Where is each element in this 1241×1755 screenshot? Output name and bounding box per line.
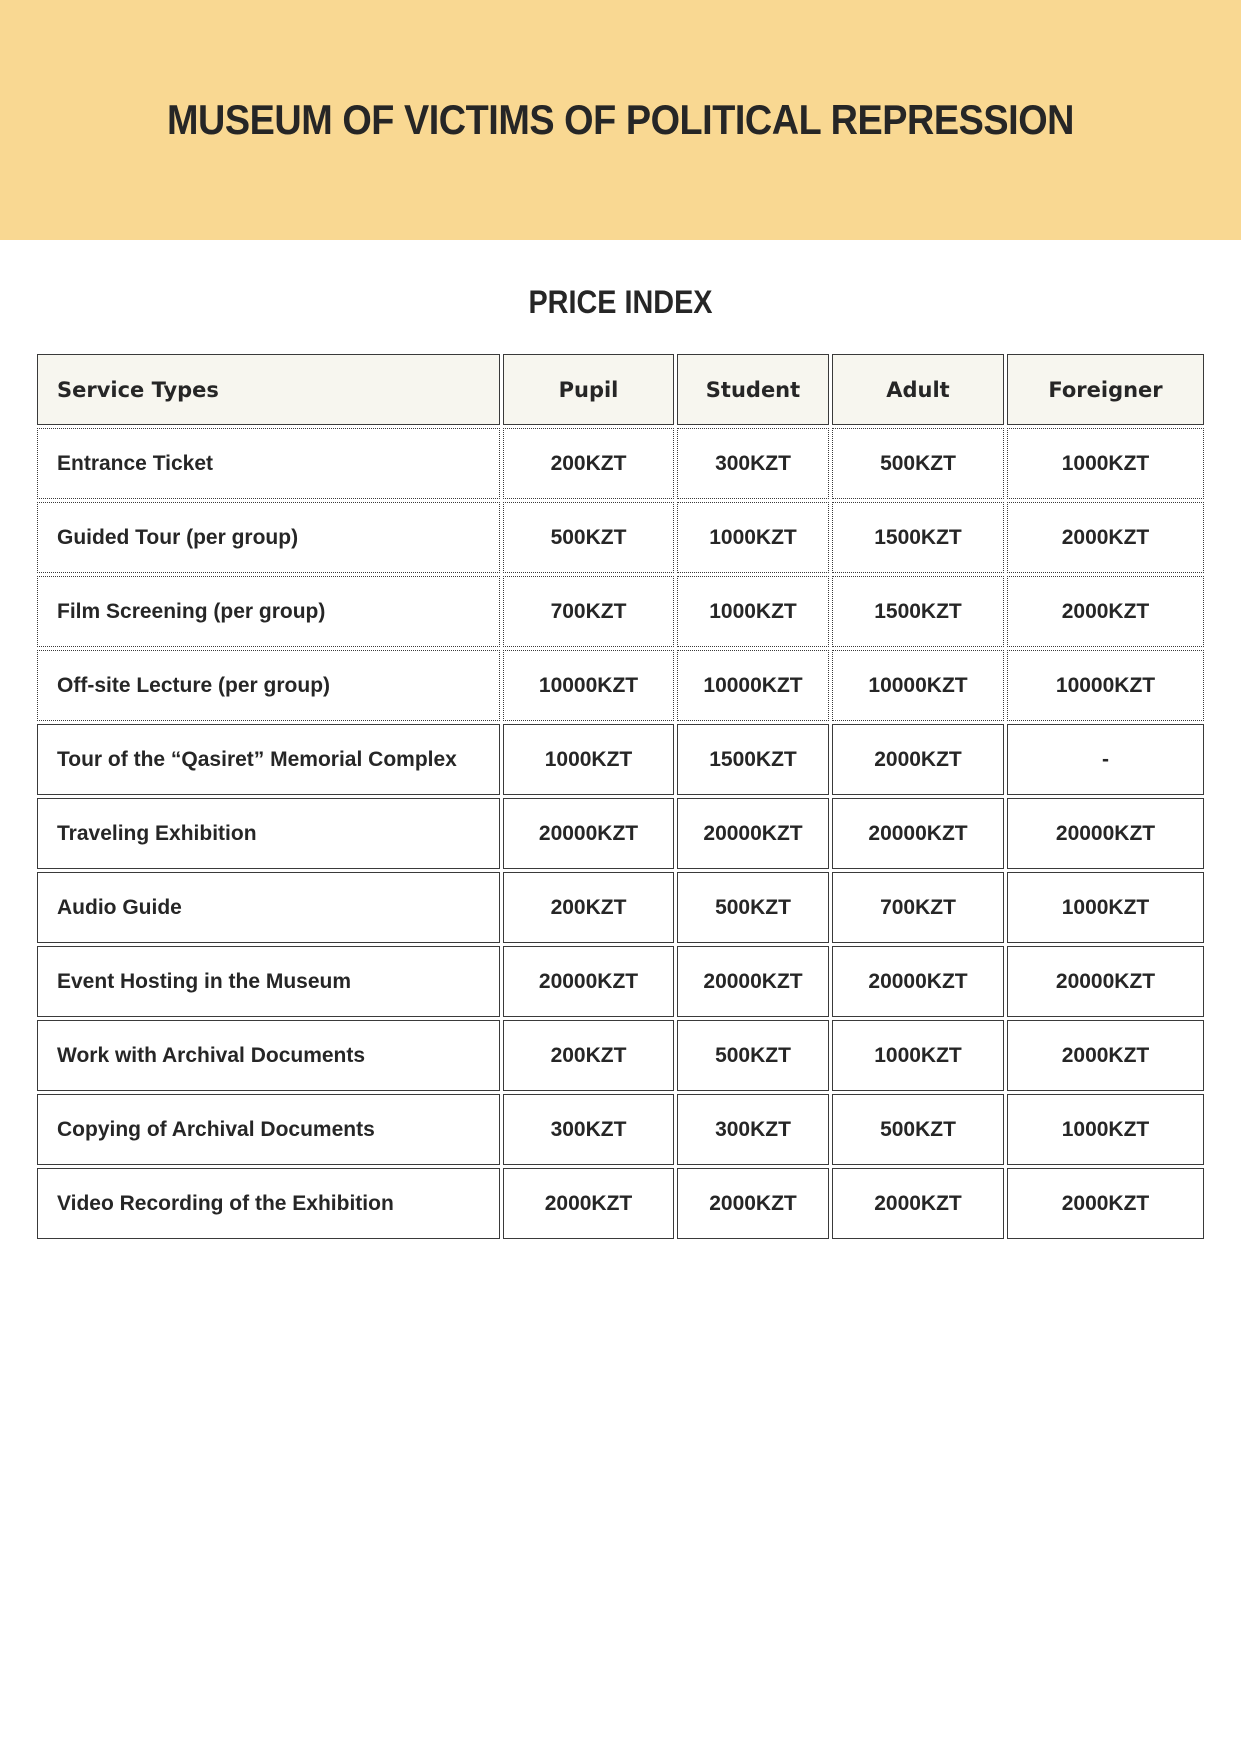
table-row bbox=[37, 872, 1204, 943]
price-cell-pupil: 20000KZT bbox=[503, 798, 674, 869]
service-name-cell: Audio Guide bbox=[37, 872, 500, 943]
service-name-cell: Work with Archival Documents bbox=[37, 1020, 500, 1091]
price-cell-adult: 1500KZT bbox=[832, 502, 1004, 573]
service-name-cell: Copying of Archival Documents bbox=[37, 1094, 500, 1165]
table-row bbox=[37, 428, 1204, 499]
price-cell-student: 500KZT bbox=[677, 872, 829, 943]
service-name-cell: Traveling Exhibition bbox=[37, 798, 500, 869]
price-table bbox=[34, 351, 1207, 1242]
price-cell-student: 1000KZT bbox=[677, 502, 829, 573]
price-cell-adult: 10000KZT bbox=[832, 650, 1004, 721]
section-title: PRICE INDEX bbox=[528, 284, 713, 320]
column-header-foreigner: Foreigner bbox=[1007, 354, 1204, 425]
price-cell-adult: 20000KZT bbox=[832, 798, 1004, 869]
service-name-cell: Film Screening (per group) bbox=[37, 576, 500, 647]
price-cell-student: 10000KZT bbox=[677, 650, 829, 721]
price-cell-foreigner: 2000KZT bbox=[1007, 576, 1204, 647]
table-header-row bbox=[37, 354, 1204, 425]
price-cell-student: 20000KZT bbox=[677, 798, 829, 869]
table-row bbox=[37, 724, 1204, 795]
service-name-cell: Off-site Lecture (per group) bbox=[37, 650, 500, 721]
price-cell-foreigner: 1000KZT bbox=[1007, 428, 1204, 499]
price-cell-pupil: 200KZT bbox=[503, 872, 674, 943]
price-cell-student: 1000KZT bbox=[677, 576, 829, 647]
table-row bbox=[37, 1094, 1204, 1165]
price-cell-pupil: 700KZT bbox=[503, 576, 674, 647]
price-cell-foreigner: 2000KZT bbox=[1007, 1168, 1204, 1239]
table-row bbox=[37, 576, 1204, 647]
price-cell-adult: 2000KZT bbox=[832, 724, 1004, 795]
service-name-cell: Video Recording of the Exhibition bbox=[37, 1168, 500, 1239]
column-header-pupil: Pupil bbox=[503, 354, 674, 425]
table-row bbox=[37, 798, 1204, 869]
price-cell-foreigner: 20000KZT bbox=[1007, 798, 1204, 869]
table-row bbox=[37, 650, 1204, 721]
price-cell-pupil: 300KZT bbox=[503, 1094, 674, 1165]
price-cell-student: 2000KZT bbox=[677, 1168, 829, 1239]
price-cell-adult: 500KZT bbox=[832, 1094, 1004, 1165]
price-cell-pupil: 200KZT bbox=[503, 1020, 674, 1091]
table-row bbox=[37, 502, 1204, 573]
price-cell-student: 20000KZT bbox=[677, 946, 829, 1017]
price-cell-student: 1500KZT bbox=[677, 724, 829, 795]
service-name-cell: Event Hosting in the Museum bbox=[37, 946, 500, 1017]
price-cell-pupil: 20000KZT bbox=[503, 946, 674, 1017]
price-cell-adult: 1000KZT bbox=[832, 1020, 1004, 1091]
price-cell-student: 300KZT bbox=[677, 1094, 829, 1165]
price-cell-student: 300KZT bbox=[677, 428, 829, 499]
price-cell-foreigner: 20000KZT bbox=[1007, 946, 1204, 1017]
price-cell-adult: 1500KZT bbox=[832, 576, 1004, 647]
column-header-adult: Adult bbox=[832, 354, 1004, 425]
price-cell-adult: 700KZT bbox=[832, 872, 1004, 943]
table-row bbox=[37, 1020, 1204, 1091]
price-cell-pupil: 500KZT bbox=[503, 502, 674, 573]
column-header-student: Student bbox=[677, 354, 829, 425]
service-name-cell: Guided Tour (per group) bbox=[37, 502, 500, 573]
price-cell-foreigner: 10000KZT bbox=[1007, 650, 1204, 721]
price-cell-foreigner: - bbox=[1007, 724, 1204, 795]
price-cell-pupil: 2000KZT bbox=[503, 1168, 674, 1239]
price-cell-foreigner: 1000KZT bbox=[1007, 1094, 1204, 1165]
column-header-service-types: Service Types bbox=[37, 354, 500, 425]
price-cell-pupil: 200KZT bbox=[503, 428, 674, 499]
table-row bbox=[37, 946, 1204, 1017]
price-cell-pupil: 10000KZT bbox=[503, 650, 674, 721]
price-cell-student: 500KZT bbox=[677, 1020, 829, 1091]
service-name-cell: Tour of the “Qasiret” Memorial Complex bbox=[37, 724, 500, 795]
price-cell-foreigner: 2000KZT bbox=[1007, 1020, 1204, 1091]
price-cell-pupil: 1000KZT bbox=[503, 724, 674, 795]
price-cell-adult: 2000KZT bbox=[832, 1168, 1004, 1239]
page-title: MUSEUM OF VICTIMS OF POLITICAL REPRESSION bbox=[166, 96, 1075, 143]
price-cell-foreigner: 2000KZT bbox=[1007, 502, 1204, 573]
price-cell-adult: 500KZT bbox=[832, 428, 1004, 499]
table-row bbox=[37, 1168, 1204, 1239]
table-body bbox=[37, 428, 1204, 1239]
service-name-cell: Entrance Ticket bbox=[37, 428, 500, 499]
price-cell-adult: 20000KZT bbox=[832, 946, 1004, 1017]
price-cell-foreigner: 1000KZT bbox=[1007, 872, 1204, 943]
